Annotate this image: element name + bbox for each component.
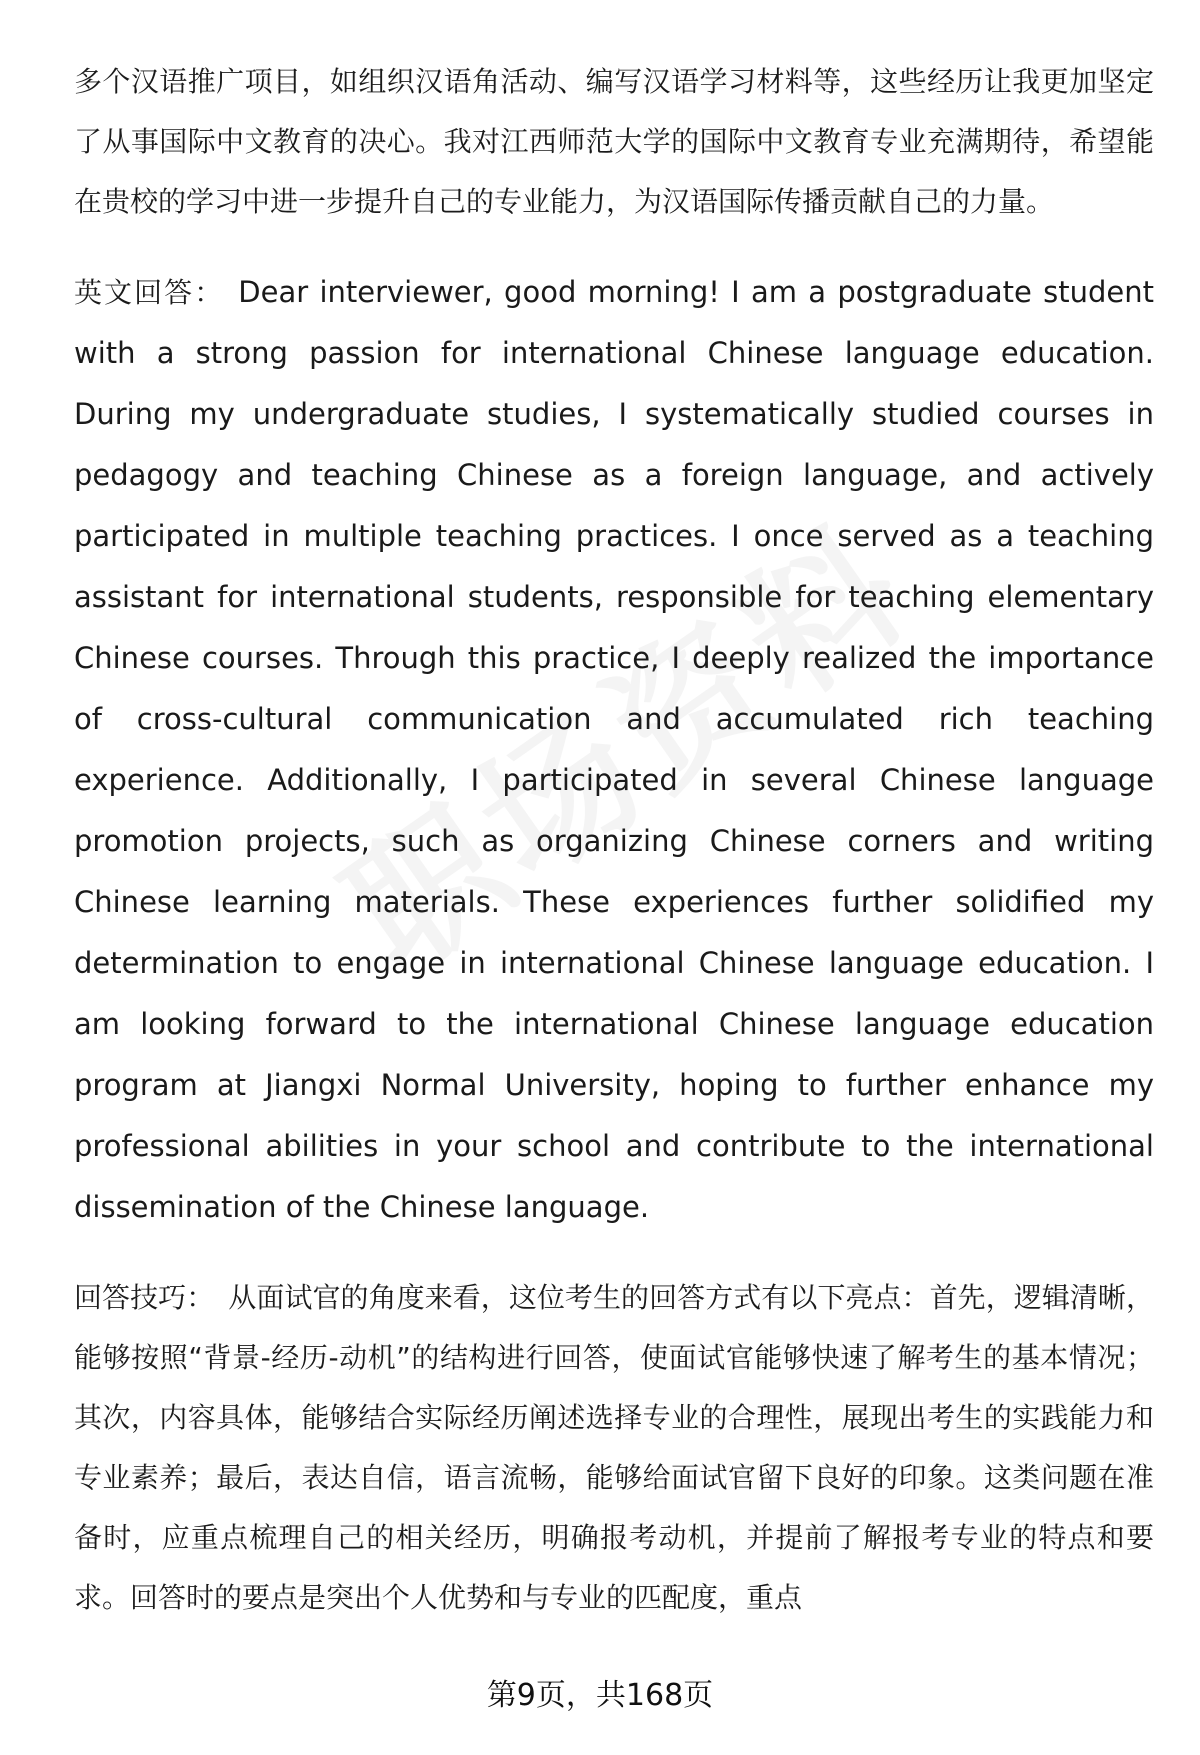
english-answer-text: Dear interviewer, good morning! I am a postgraduate student with a strong passion for international Chinese language education. During my undergraduate studies, I systematically studied courses in pedagogy and teaching Chinese as a foreign language, and actively participated in multiple teaching practices. I once served as a teaching assistant for international students, responsible for teaching elementary Chinese courses. Through this practice, I deeply realized the importance of cross-cultural communication and accumulated rich teaching experience. Additionally, I participated in several Chinese language promotion projects, such as organizing Chinese corners and writing Chinese learning materials. These experiences further solidified my determination to engage in international Chinese language education. I am looking forward to the international Chinese language education program at Jiangxi Normal University, hoping to further enhance my professional abilities in your school and contribute to the international dissemination of the Chinese language. bbox=[74, 275, 1154, 1224]
english-answer-label: 英文回答： bbox=[74, 276, 225, 309]
answer-tips-label: 回答技巧： bbox=[74, 1281, 215, 1314]
paragraph-chinese-continued bbox=[74, 52, 1154, 232]
document-body bbox=[74, 52, 1154, 1628]
paragraph-text: 多个汉语推广项目，如组织汉语角活动、编写汉语学习材料等，这些经历让我更加坚定了从事国际中文教育的决心。我对江西师范大学的国际中文教育专业充满期待，希望能在贵校的学习中进一步提升自己的专业能力，为汉语国际传播贡献自己的力量。 bbox=[74, 65, 1154, 218]
page-number-footer: 第9页，共168页 bbox=[486, 1678, 714, 1713]
paragraph-english-answer bbox=[74, 262, 1154, 1238]
paragraph-answer-tips bbox=[74, 1268, 1154, 1628]
answer-tips-text: 从面试官的角度来看，这位考生的回答方式有以下亮点：首先，逻辑清晰，能够按照“背景-经历-动机”的结构进行回答，使面试官能够快速了解考生的基本情况；其次，内容具体，能够结合实际经历阐述选择专业的合理性，展现出考生的实践能力和专业素养；最后，表达自信，语言流畅，能够给面试官留下良好的印象。这类问题在准备时，应重点梳理自己的相关经历，明确报考动机，并提前了解报考专业的特点和要求。回答时的要点是突出个人优势和与专业的匹配度，重点 bbox=[74, 1281, 1154, 1614]
